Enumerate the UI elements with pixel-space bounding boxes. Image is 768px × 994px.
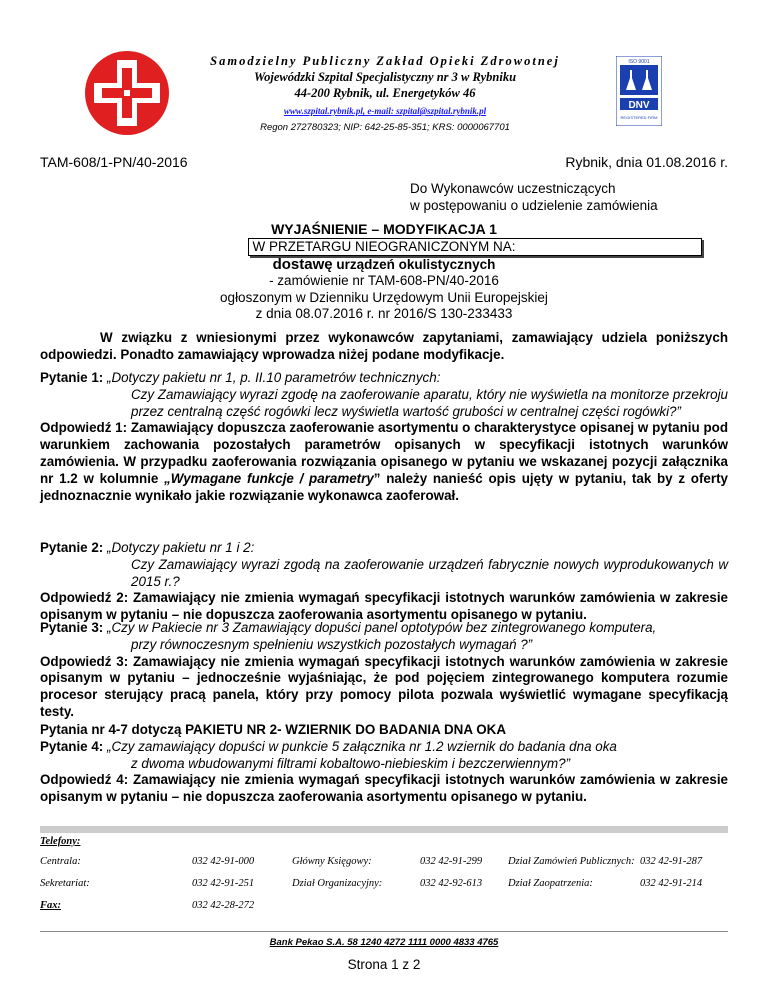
answer-emphasis: „Wymagane funkcje / parametry	[164, 470, 374, 486]
footer-row	[40, 900, 728, 922]
cert-top-text: ISO 9001	[628, 59, 650, 65]
question-text: przy równoczesnym spełnieniu wszystkich pozostałych wymagań ?”	[131, 636, 533, 652]
footer-divider	[40, 826, 728, 833]
dnv-iso-certificate-badge	[616, 56, 662, 126]
answer-1	[40, 420, 728, 504]
question-1	[40, 370, 728, 504]
intro-paragraph: W związku z wniesionymi przez wykonawców zapytaniami, zamawiający udziela poniższych odpowiedzi. Ponadto zamawiający wprowadza niżej podane modyfikacje.	[40, 330, 728, 362]
subject-line	[0, 256, 768, 273]
page-total: 2	[412, 957, 421, 972]
question-3-head	[40, 620, 728, 637]
addressee-line: w postępowaniu o udzielenie zamówienia	[410, 198, 658, 213]
question-4	[40, 722, 728, 806]
phones-label: Telefony:	[40, 836, 81, 847]
footer-cell: Sekretariat:	[40, 878, 90, 889]
footer-cell: Dział Zamówień Publicznych:	[508, 856, 635, 867]
reference-number: TAM-608/1-PN/40-2016	[40, 154, 188, 170]
answer-2: Odpowiedź 2: Zamawiający nie zmienia wymagań specyfikacji istotnych warunków zamówienia w zakresie opisanym w pytaniu – nie dopuszcza zaoferowania asortymentu opisanego w pytaniu.	[40, 590, 728, 623]
order-details	[0, 273, 768, 323]
document-title: WYJAŚNIENIE – MODYFIKACJA 1	[271, 221, 497, 237]
footer-cell: 032 42-91-287	[640, 856, 703, 867]
page-current: 1	[391, 957, 399, 972]
hospital-name: Wojewódzki Szpital Specjalistyczny nr 3 w Rybniku	[253, 70, 517, 84]
answer-3: Odpowiedź 3: Zamawiający nie zmienia wymagań specyfikacji istotnych warunków zamówienia w zakresie opisanym w pytaniu – jednocześnie wyjaśniając, że pod pojęciem zintegrowanego komputera rozumie procesor sterujący pracą panela, który przy pomocy pilota pozwala wyświetlić wymagane specyfikacją testy.	[40, 653, 728, 719]
question-label: Pytanie 4:	[40, 738, 107, 754]
footer-cell: 032 42-91-000	[192, 856, 255, 867]
section-heading: Pytania nr 4-7 dotyczą PAKIETU NR 2- WZIERNIK DO BADANIA DNA OKA	[40, 722, 506, 737]
answer-text: Odpowiedź 1: Zamawiający dopuszcza zaoferowanie asortymentu o charakterystyce opisanej w pytaniu pod warunkiem zachowania pozostałych parametrów opisanych w specyfikacji istotnych warunków zamówienia. W przypadku zaoferowania rozwiązania opisanego w pytaniu we wskazanej pozycji załącznika nr 1.2 w kolumnie	[40, 420, 728, 486]
footer-row	[40, 878, 728, 900]
footer-cell: Centrala:	[40, 856, 81, 867]
publication-line: ogłoszonym w Dzienniku Urzędowym Unii Europejskiej	[220, 289, 548, 305]
question-text: Czy Zamawiający wyrazi zgodą na zaoferowanie urządzeń fabrycznie nowych wyprodukowanych w 2015 r.?	[131, 556, 728, 589]
cert-mid-text: DNV	[628, 100, 650, 111]
page-mid: z	[398, 957, 413, 972]
question-2	[40, 540, 728, 624]
question-2-head	[40, 540, 728, 557]
page-number	[0, 957, 768, 972]
fax-number: 032 42-28-272	[192, 900, 255, 911]
answer-4: Odpowiedź 4: Zamawiający nie zmienia wymagań specyfikacji istotnych warunków zamówienia w zakresie opisanym w pytaniu – nie dopuszcza zaoferowania asortymentu opisanego w pytaniu.	[40, 772, 728, 805]
addressee-line: Do Wykonawców uczestniczących	[410, 181, 616, 196]
footer-contacts	[40, 836, 728, 922]
registry-ids: Regon 272780323; NIP: 642-25-85-351; KRS: 0000067701	[260, 122, 510, 133]
question-head: „Dotyczy pakietu nr 1, p. II.10 parametrów technicznych:	[106, 370, 441, 385]
cert-bottom-text: REGISTERED FIRM	[620, 115, 658, 120]
web-email-link[interactable]: www.szpital.rybnik.pl, e-mail: szpital@szpital.rybnik.pl	[283, 106, 487, 116]
tender-type: W PRZETARGU NIEOGRANICZONYM NA:	[252, 239, 516, 254]
question-4-head	[40, 739, 728, 756]
question-head: „Dotyczy pakietu nr 1 i 2:	[106, 540, 255, 555]
question-3	[40, 620, 728, 721]
footer-row	[40, 856, 728, 878]
footer-rule	[40, 931, 728, 932]
subject-strong: dostawę	[272, 256, 333, 273]
question-1-head	[40, 370, 728, 387]
answer-text-end: ” należy nanieść opis ujęty w pytaniu, tak by z oferty jednoznacznie wynikało jakie rozwiązanie wykonawca zaoferował.	[40, 470, 728, 503]
footer-cell: 032 42-92-613	[420, 878, 483, 889]
hospital-address: 44-200 Rybnik, ul. Energetyków 46	[294, 86, 476, 100]
footer-cell: Dział Zaopatrzenia:	[508, 878, 593, 889]
fax-label: Fax:	[40, 900, 61, 911]
question-text: z dwoma wbudowanymi filtrami kobaltowo-niebieskim i bezczerwiennym?”	[131, 755, 571, 771]
question-label: Pytanie 3:	[40, 620, 107, 635]
publication-date: z dnia 08.07.2016 r. nr 2016/S 130-233433	[255, 306, 513, 321]
institution-name: Samodzielny Publiczny Zakład Opieki Zdrowotnej	[210, 54, 560, 68]
subject-rest: urządzeń okulistycznych	[332, 257, 496, 272]
order-number: - zamówienie nr TAM-608-PN/40-2016	[269, 273, 499, 288]
addressee	[410, 180, 658, 214]
question-head: „Czy w Pakiecie nr 3 Zamawiający dopuści panel optotypów bez zintegrowanego komputera,	[106, 620, 657, 635]
footer-cell: 032 42-91-214	[640, 878, 703, 889]
question-label: Pytanie 2:	[40, 540, 107, 555]
page-prefix: Strona	[347, 957, 392, 972]
question-label: Pytanie 1:	[40, 370, 107, 385]
footer-cell: 032 42-91-251	[192, 878, 255, 889]
bank-account: Bank Pekao S.A. 58 1240 4272 1111 0000 4833 4765	[269, 937, 499, 948]
date-line: Rybnik, dnia 01.08.2016 r.	[565, 154, 728, 170]
footer-cell: Dział Organizacyjny:	[292, 878, 383, 889]
question-head: „Czy zamawiający dopuści w punkcie 5 załącznika nr 1.2 wziernik do badania dna oka	[106, 738, 617, 754]
footer-cell: 032 42-91-299	[420, 856, 483, 867]
question-text: Czy Zamawiający wyrazi zgodę na zaoferowanie aparatu, który nie wyświetla na monitorze przekroju przez centralną część rogówki lecz wyświetla wartość grubości w centralnej części rogówki?”	[131, 386, 728, 419]
footer-cell: Główny Księgowy:	[292, 856, 372, 867]
